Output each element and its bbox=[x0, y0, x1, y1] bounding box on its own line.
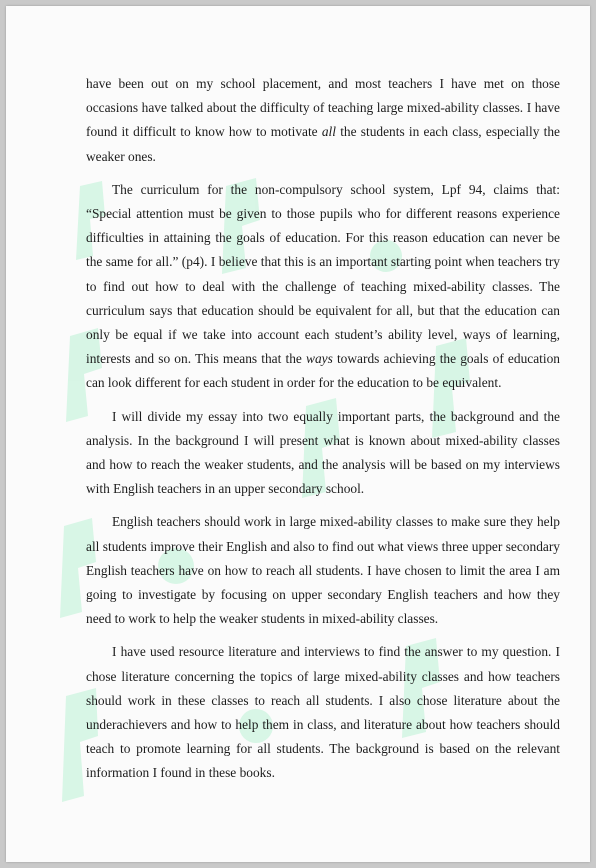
text-run: have been out on my school placement, and most teachers I have met on those occasions have talked about the difficulty of teaching large mixed-ability classes. I have found it difficult to know how to motivate bbox=[86, 76, 560, 140]
paragraph bbox=[86, 510, 560, 631]
italic-text-run: ways bbox=[306, 351, 333, 367]
paragraph bbox=[86, 72, 560, 169]
italic-text-run: all bbox=[321, 124, 336, 140]
document-page bbox=[6, 6, 590, 862]
text-run: the students in each class, especially the weaker ones. bbox=[86, 124, 560, 164]
paragraph bbox=[86, 640, 560, 785]
document-body bbox=[86, 72, 560, 795]
paragraph bbox=[86, 405, 560, 502]
text-run: towards achieving the goals of education can look different for each student in order for the education to be equivalent. bbox=[86, 351, 560, 391]
text-run: I have used resource literature and interviews to find the answer to my question. I chose literature concerning the topics of large mixed-ability classes and how teachers should work in these classes to reach all students. I also chose literature about the underachievers and how to help them in class, and literature about how teachers should teach to promote learning for all students. The background is based on the relevant information I found in these books. bbox=[86, 644, 560, 781]
text-run: I will divide my essay into two equally important parts, the background and the analysis. In the background I will present what is known about mixed-ability classes and how to reach the weaker students, and the analysis will be based on my interviews with English teachers in an upper secondary school. bbox=[86, 408, 560, 497]
paragraph bbox=[86, 178, 560, 396]
text-run: The curriculum for the non-compulsory school system, Lpf 94, claims that: “Special attention must be given to those pupils who for different reasons experience difficulties in attaining the goals of education. For this reason education can never be the same for all.” (p4). I believe that this is an important starting point when teachers try to find out how to deal with the challenge of teaching mixed-ability classes. The curriculum says that education should be equivalent for all, but that the education can only be equal if we take into account each student’s ability level, ways of learning, interests and so on. This means that the bbox=[86, 181, 560, 367]
text-run: English teachers should work in large mixed-ability classes to make sure they help all students improve their English and also to find out what views three upper secondary English teachers have on how to reach all students. I have chosen to limit the area I am going to investigate by focusing on upper secondary English teachers and how they need to work to help the weaker students in mixed-ability classes. bbox=[86, 514, 560, 627]
